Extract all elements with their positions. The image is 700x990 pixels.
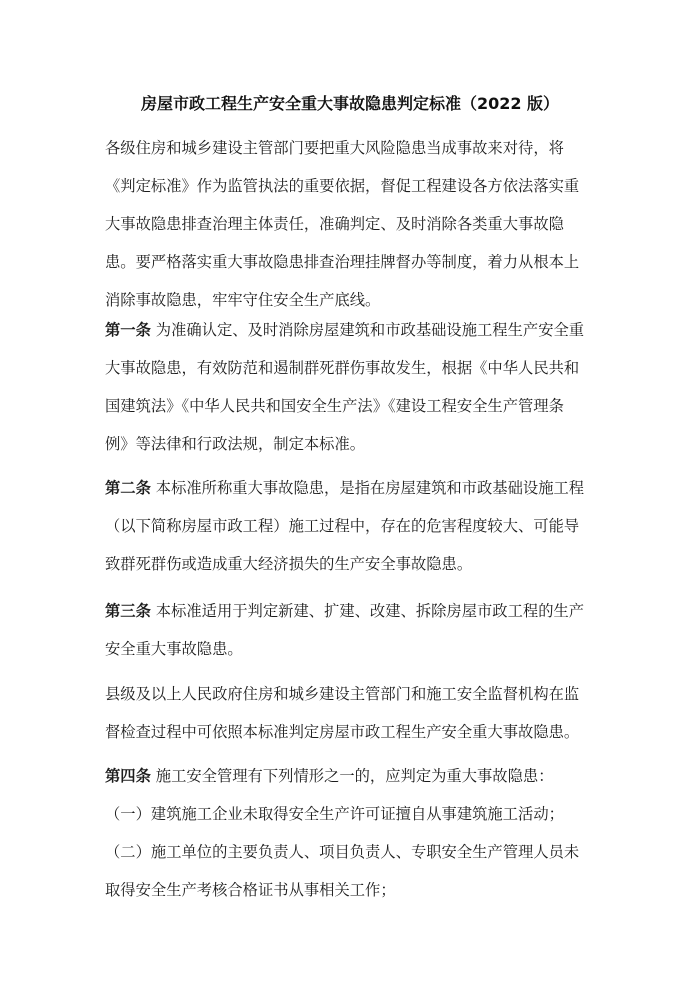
article-3-supplement	[105, 675, 615, 751]
article-item: （二）施工单位的主要负责人、项目负责人、专职安全生产管理人员未	[105, 843, 580, 861]
article-line	[105, 469, 615, 507]
intro-line: 患。要严格落实重大事故隐患排查治理挂牌督办等制度，着力从根本上	[105, 253, 580, 271]
article-line: 取得安全生产考核合格证书从事相关工作；	[105, 881, 396, 899]
article-line	[105, 757, 615, 795]
article-line: 国建筑法》《中华人民共和国安全生产法》《建设工程安全生产管理条	[105, 397, 564, 415]
article-line	[105, 311, 615, 349]
article-text: 施工安全管理有下列情形之一的，应判定为重大事故隐患：	[150, 767, 554, 785]
article-item: （一）建筑施工企业未取得安全生产许可证擅自从事建筑施工活动；	[105, 805, 564, 823]
article-line: 大事故隐患，有效防范和遏制群死群伤事故发生，根据《中华人民共和	[105, 359, 580, 377]
article-1	[105, 311, 615, 463]
document-title: 房屋市政工程生产安全重大事故隐患判定标准（2022 版）	[140, 94, 560, 113]
article-heading: 第四条	[105, 767, 151, 785]
article-line: 督检查过程中可依照本标准判定房屋市政工程生产安全重大事故隐患。	[105, 723, 580, 741]
intro-line: 《判定标准》作为监管执法的重要依据，督促工程建设各方依法落实重	[105, 177, 580, 195]
intro-line: 大事故隐患排查治理主体责任，准确判定、及时消除各类重大事故隐	[105, 215, 564, 233]
article-heading: 第三条	[105, 602, 151, 620]
article-heading: 第一条	[105, 321, 151, 339]
article-line: 安全重大事故隐患。	[105, 640, 243, 658]
intro-paragraph	[105, 129, 605, 319]
article-line: （以下简称房屋市政工程）施工过程中，存在的危害程度较大、可能导	[105, 517, 580, 535]
intro-line: 各级住房和城乡建设主管部门要把重大风险隐患当成事故来对待，将	[105, 139, 564, 157]
article-line: 致群死群伤或造成重大经济损失的生产安全事故隐患。	[105, 555, 473, 573]
article-3	[105, 592, 615, 668]
article-text: 为准确认定、及时消除房屋建筑和市政基础设施工程生产安全重	[150, 321, 585, 339]
article-2	[105, 469, 615, 583]
article-line: 例》等法律和行政法规，制定本标准。	[105, 435, 366, 453]
intro-line: 消除事故隐患，牢牢守住安全生产底线。	[105, 291, 381, 309]
article-line	[105, 592, 615, 630]
article-text: 本标准适用于判定新建、扩建、改建、拆除房屋市政工程的生产	[150, 602, 585, 620]
article-text: 本标准所称重大事故隐患，是指在房屋建筑和市政基础设施工程	[150, 479, 585, 497]
article-4	[105, 757, 615, 909]
article-heading: 第二条	[105, 479, 151, 497]
article-line: 县级及以上人民政府住房和城乡建设主管部门和施工安全监督机构在监	[105, 685, 580, 703]
